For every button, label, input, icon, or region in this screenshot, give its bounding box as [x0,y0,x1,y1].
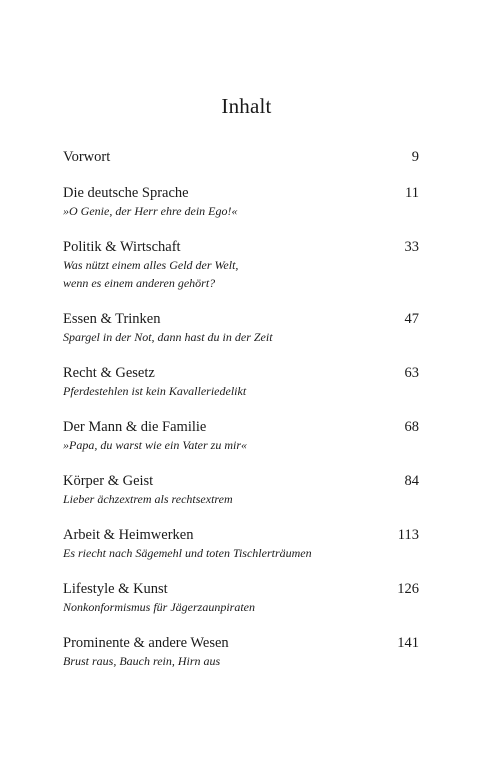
toc-entry-der-mann-die-familie [63,418,419,472]
table-of-contents [63,148,419,688]
chapter-subtitle: Nonkonformismus für Jägerzaunpiraten [63,600,255,614]
page-title: Inhalt [221,94,272,118]
chapter-subtitle: »Papa, du warst wie ein Vater zu mir« [63,438,248,452]
page-number: 68 [404,419,419,435]
chapter-title: Essen & Trinken [63,311,161,327]
toc-entry-arbeit-heimwerken [63,526,419,580]
chapter-subtitle: Pferdestehlen ist kein Kavalleriedelikt [63,384,247,398]
toc-entry-recht-gesetz [63,364,419,418]
page-number: 11 [405,185,419,201]
page-number: 47 [404,311,419,327]
page-number: 126 [397,581,419,597]
toc-entry-prominente-andere-wesen [63,634,419,688]
chapter-subtitle: »O Genie, der Herr ehre dein Ego!« [63,204,238,218]
chapter-title: Lifestyle & Kunst [63,581,168,597]
chapter-subtitle: wenn es einem anderen gehört? [63,276,216,290]
chapter-subtitle: Es riecht nach Sägemehl und toten Tischlerträumen [63,546,312,560]
chapter-title: Vorwort [63,149,111,165]
toc-entry-politik-wirtschaft [63,238,419,310]
toc-entry-die-deutsche-sprache [63,184,419,238]
chapter-title: Körper & Geist [63,473,154,489]
chapter-subtitle: Lieber ächzextrem als rechtsextrem [63,492,233,506]
page-number: 141 [397,635,419,651]
chapter-subtitle: Spargel in der Not, dann hast du in der Zeit [63,330,273,344]
chapter-title: Der Mann & die Familie [63,419,207,435]
page-number: 33 [404,239,419,255]
toc-entry-vorwort [63,148,419,184]
chapter-subtitle: Was nützt einem alles Geld der Welt, [63,258,239,272]
page-number: 9 [411,149,419,165]
page-number: 63 [404,365,419,381]
chapter-title: Prominente & andere Wesen [63,635,229,651]
toc-entry-essen-trinken [63,310,419,364]
chapter-subtitle: Brust raus, Bauch rein, Hirn aus [63,654,221,668]
page-number: 113 [397,527,419,543]
toc-entry-koerper-geist [63,472,419,526]
toc-entry-lifestyle-kunst [63,580,419,634]
chapter-title: Arbeit & Heimwerken [63,527,194,543]
chapter-title: Recht & Gesetz [63,365,155,381]
chapter-title: Die deutsche Sprache [63,185,189,201]
chapter-title: Politik & Wirtschaft [63,239,181,255]
page-number: 84 [404,473,419,489]
